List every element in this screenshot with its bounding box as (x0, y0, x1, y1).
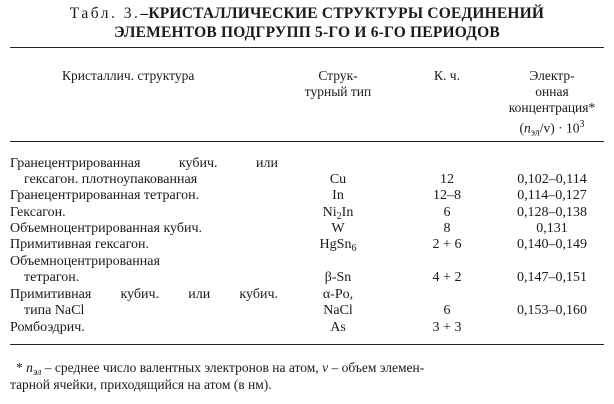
row-5-structure: Примитивная гексагон. (10, 237, 150, 252)
header-conc-line-2: онная (535, 84, 569, 99)
header-conc-line-1: Электр- (529, 68, 575, 83)
row-7-type-line-1: α-Po, (322, 287, 354, 302)
table-title-line-2: ЭЛЕМЕНТОВ ПОДГРУПП 5-ГО И 6-ГО ПЕРИОДОВ (114, 24, 500, 41)
table-number: Табл. 3. (69, 5, 141, 22)
row-5-coordination: 2 + 6 (432, 237, 462, 252)
row-5-type: HgSn$_6$ (319, 237, 357, 254)
row-7-concentration: 0,153–0,160 (517, 303, 587, 318)
row-2-structure: Гранецентрированная тетрагон. (10, 188, 200, 203)
row-1-structure-line-1: Гранецентрированная кубич. или (10, 156, 278, 171)
row-6-concentration: 0,147–0,151 (517, 270, 587, 285)
row-7-structure-line-2: типа NaCl (24, 303, 85, 318)
row-3-coordination: 6 (443, 205, 451, 220)
row-7-coordination: 6 (443, 303, 451, 318)
table-title-line-1 (0, 5, 614, 23)
row-8-structure: Ромбоэдрич. (10, 320, 85, 335)
table-title-text: –КРИСТАЛЛИЧЕСКИЕ СТРУКТУРЫ СОЕДИНЕНИЙ (140, 5, 545, 22)
row-4-structure: Объемноцентрированная кубич. (10, 221, 203, 236)
row-2-concentration: 0,114–0,127 (517, 188, 587, 203)
row-1-structure-line-2: гексагон. плотноупакованная (24, 172, 198, 187)
row-6-structure-line-1: Объемноцентрированная (10, 254, 160, 269)
row-6-coordination: 4 + 2 (432, 270, 462, 285)
row-2-type: In (332, 188, 344, 203)
row-7-type-line-2: NaCl (323, 303, 353, 318)
row-1-coordination: 12 (440, 172, 454, 187)
row-1-concentration: 0,102–0,114 (517, 172, 587, 187)
row-1-type: Cu (329, 172, 347, 187)
header-rule (10, 141, 604, 142)
header-structure: Кристаллич. структура (62, 68, 195, 83)
row-8-type: As (330, 320, 346, 335)
row-4-type: W (331, 221, 345, 236)
row-3-structure: Гексагон. (10, 205, 66, 220)
row-7-structure-line-1: Примитивная кубич. или кубич. (10, 287, 278, 302)
top-rule (10, 47, 604, 48)
header-type-line-2: турный тип (304, 84, 372, 99)
row-6-type: β-Sn (324, 270, 352, 285)
row-3-concentration: 0,128–0,138 (517, 205, 587, 220)
header-coordination: К. ч. (434, 68, 460, 83)
header-type-line-1: Струк- (318, 68, 358, 83)
footnote-line-2: тарной ячейки, приходящийся на атом (в нм). (10, 377, 272, 392)
footnote-line-1: * $n_{эл}$ – среднее число валентных электронов на атом, v – объем элемен- (16, 360, 425, 378)
header-conc-formula: $(n_{эл}/v) \cdot 10^3$ (519, 119, 585, 139)
bottom-rule (10, 344, 604, 345)
header-conc-line-3: концентрация* (508, 100, 596, 115)
row-6-structure-line-2: тетрагон. (24, 270, 80, 285)
row-4-coordination: 8 (443, 221, 451, 236)
row-4-concentration: 0,131 (536, 221, 568, 236)
row-3-type: $Ni_2In$ (322, 205, 354, 222)
row-2-coordination: 12–8 (433, 188, 461, 203)
row-8-coordination: 3 + 3 (432, 320, 462, 335)
row-5-concentration: 0,140–0,149 (517, 237, 587, 252)
